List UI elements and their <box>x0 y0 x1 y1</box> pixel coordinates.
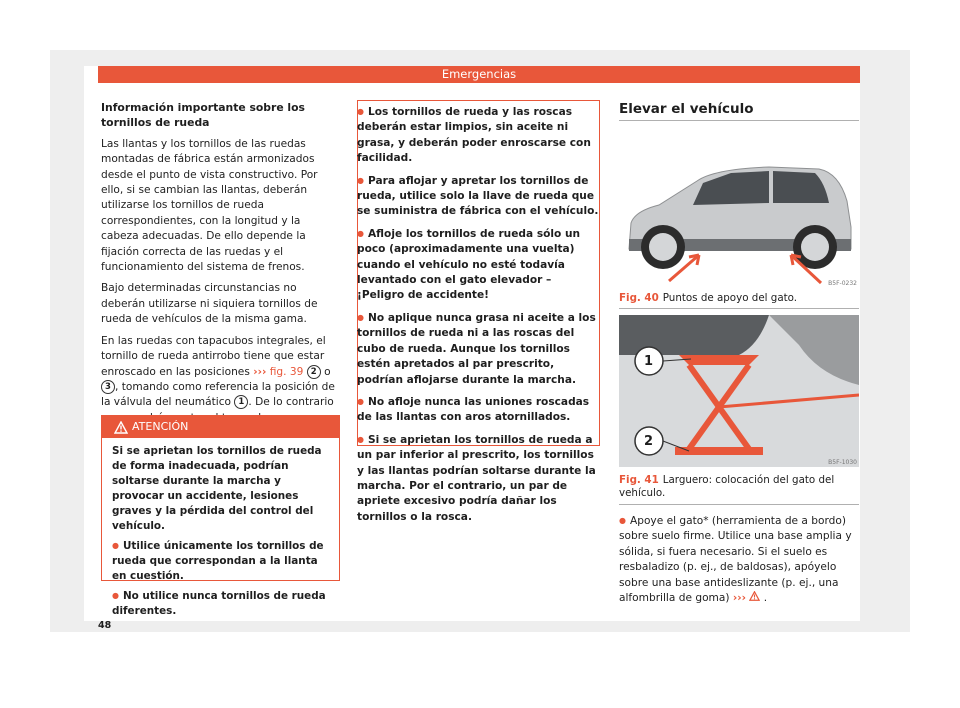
callout-1: 1 <box>644 354 654 369</box>
page-number: 48 <box>98 620 112 631</box>
column-1 <box>101 100 341 432</box>
bullet-item: ● Afloje los tornillos de rueda sólo un poco (aproximadamente una vuelta) cuando el vehículo no esté todavía levantado con el gato elevador – ¡Peligro de accidente! <box>357 226 600 304</box>
reference-arrows: ››› <box>253 365 267 378</box>
paragraph-text: , tomando como referencia la posición de la válvula del neumático <box>101 380 335 409</box>
warning-body <box>102 438 339 629</box>
figure-40-caption <box>619 292 859 305</box>
warning-ref-icon[interactable] <box>749 592 763 604</box>
figure-41-caption <box>619 474 859 500</box>
figure-number: Fig. 41 <box>619 474 659 486</box>
bullet-item: ● No afloje nunca las uniones roscadas de las llantas con aros atornillados. <box>357 394 600 426</box>
figure-link[interactable]: fig. 39 <box>269 365 304 378</box>
figure-code: B5F-0232 <box>828 280 857 287</box>
bullet-item: ● Para aflojar y apretar los tornillos de rueda, utilice solo la llave de rueda que se suministra de fábrica con el vehículo. <box>357 173 600 220</box>
warning-triangle-icon <box>114 420 128 442</box>
caption-text: Larguero: colocación del gato del vehículo. <box>619 474 835 499</box>
car-illustration <box>619 131 859 288</box>
section-title: Elevar el vehículo <box>619 101 754 117</box>
callout-2: 2 <box>307 365 321 379</box>
warning-text: Si se aprietan los tornillos de rueda de forma inadecuada, podrían soltarse durante la marcha y provocar un accidente, lesiones graves y la pérdida del control del vehículo. <box>112 445 322 532</box>
section-heading: Información importante sobre los tornillos de rueda <box>101 101 305 130</box>
bullet-item: ● Si se aprietan los tornillos de rueda a un par inferior al prescrito, los tornillos y las llantas podrían soltarse durante la marcha. Por el contrario, un par de apriete excesivo podría dañar los tornillos o la rosca. <box>357 432 600 525</box>
paragraph <box>101 334 341 426</box>
paragraph-text: o <box>324 365 331 378</box>
chapter-header: Emergencias <box>98 66 860 83</box>
figure-code: B5F-1030 <box>828 459 857 466</box>
column-2 <box>357 104 600 531</box>
jack-illustration <box>619 315 859 467</box>
figure-number: Fig. 40 <box>619 292 659 304</box>
paragraph: Las llantas y los tornillos de las ruedas montadas de fábrica están armonizados desde el punto de vista constructivo. Por ello, si se cambian las llantas, deberán utilizarse los tornillos de rueda correspondientes, con la longitud y la cabeza adecuadas. De ello depende la fijación correcta de las ruedas y el funcionamiento del sistema de frenos. <box>101 137 318 274</box>
warning-header <box>102 416 339 438</box>
figure-40-car <box>619 131 859 288</box>
warning-title: ATENCIÓN <box>132 420 189 433</box>
callout-2: 2 <box>644 434 654 449</box>
paragraph-text: En las ruedas con tapacubos integrales, el tornillo de rueda antirrobo tiene que estar enroscado en las posiciones <box>101 334 326 378</box>
callout-1: 1 <box>234 395 248 409</box>
paragraph: Bajo determinadas circunstancias no deberán utilizarse ni siquiera tornillos de rueda de vehículos de la misma gama. <box>101 282 318 326</box>
paragraph-text: . De lo contrario <box>248 396 334 409</box>
instruction-paragraph: ● Apoye el gato* (herramienta de a bordo) sobre suelo firme. Utilice una base amplia y sólida, si fuera necesario. Si el suelo es resbaladizo (p. ej., de baldosas), apóyelo sobre una base antideslizante (p. ej., una alfombrilla de goma) ››› . <box>619 513 859 606</box>
caption-text: Puntos de apoyo del gato. <box>662 292 798 304</box>
callout-3: 3 <box>101 380 115 394</box>
instruction-text: ● Apoye el gato* (herramienta de a bordo) sobre suelo firme. Utilice una base amplia y sólida, si fuera necesario. Si el suelo es resbaladizo (p. ej., de baldosas), apóyelo sobre una base antideslizante (p. ej., una alfombrilla de goma) <box>619 515 852 604</box>
caption-rule <box>619 308 859 309</box>
title-rule <box>619 120 859 121</box>
reference-arrows: ››› <box>732 592 746 605</box>
caption-rule <box>619 504 859 505</box>
figure-41-jack <box>619 315 859 467</box>
bullet-item: ● No aplique nunca grasa ni aceite a los tornillos de rueda ni a las roscas del cubo de rueda. Aunque los tornillos estén apretados al par prescrito, podrían aflojarse durante la marcha. <box>357 310 600 388</box>
warning-bullet: ● Utilice únicamente los tornillos de rueda que correspondan a la llanta en cuestión. <box>112 538 329 584</box>
warning-bullet: ● No utilice nunca tornillos de rueda diferentes. <box>112 588 329 619</box>
bullet-item: ● Los tornillos de rueda y las roscas deberán estar limpios, sin aceite ni grasa, y deberán poder enroscarse con facilidad. <box>357 104 600 167</box>
warning-box <box>101 415 340 617</box>
